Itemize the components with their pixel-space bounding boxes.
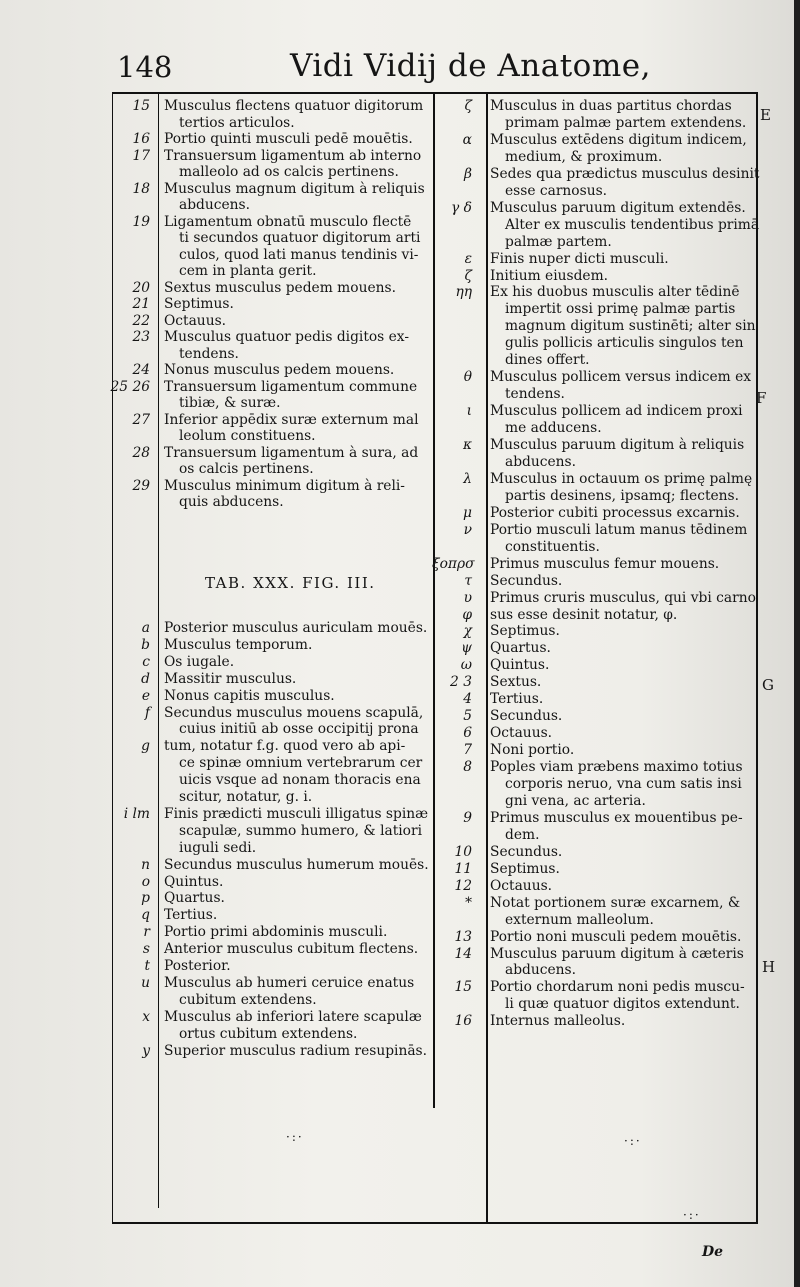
entry-text-line: quis abducens. [179, 494, 284, 510]
entry-text-line: os calcis pertinens. [179, 461, 314, 477]
entry-key: n [141, 856, 150, 873]
entry-key: 17 [132, 147, 150, 164]
entry-key: 14 [454, 945, 472, 962]
ornament-dots-left: ·:· [286, 1130, 304, 1144]
margin-mark-h: H [762, 958, 776, 976]
entry-key: υ [463, 589, 472, 606]
entry-text-line: Quartus. [490, 640, 551, 657]
entry-text-line: Musculus temporum. [164, 636, 313, 653]
entry-key: 28 [132, 444, 150, 461]
entry-text-line: Posterior. [164, 958, 231, 974]
entry-key: 6 [463, 725, 472, 742]
entry-key: t [144, 958, 150, 974]
entry-text-line: cubitum extendens. [179, 991, 317, 1008]
entry-text-line: Finis prædicti musculi illigatus spinæ [164, 805, 429, 822]
ornament-dots-bottom: ·:· [683, 1208, 701, 1222]
entry-key: i lm [123, 805, 150, 822]
entry-key: ξοπρσ [432, 555, 475, 572]
margin-mark-g: G [762, 676, 774, 694]
entry-text-line: Musculus flectens quatuor digitorum [164, 98, 424, 114]
entry-text-line: corporis neruo, vna cum satis insi [505, 776, 742, 792]
entry-key: χ [463, 623, 472, 640]
entry-key: ψ [461, 640, 472, 657]
entry-text-line: Musculus ab inferiori latere scapulæ [164, 1008, 422, 1025]
catchword: De [702, 1244, 724, 1260]
entry-text-line: abducens. [505, 453, 577, 470]
entry-text-line: Musculus pollicem versus indicem ex [490, 369, 752, 386]
frame-bottom-rule [112, 1222, 758, 1224]
entry-text-line: primam palmæ partem extendens. [505, 114, 747, 131]
entry-text-line: Quintus. [490, 657, 550, 674]
entry-text-line: ti secundos quatuor digitorum arti [179, 230, 421, 246]
entry-text-line: gulis pollicis articulis singulos ten [505, 335, 744, 352]
entry-text-line: Quartus. [164, 890, 225, 907]
entry-text-line: Os iugale. [164, 653, 235, 670]
entry-key: ω [460, 657, 472, 674]
entry-key: s [142, 941, 150, 958]
entry-key: q [141, 907, 150, 924]
entry-key: 16 [454, 1013, 472, 1030]
entry-text-line: Musculus in duas partitus chordas [490, 98, 732, 114]
entry-text-line: Finis nuper dicti musculi. [490, 250, 669, 267]
entry-key: x [142, 1008, 150, 1025]
entry-text-line: ortus cubitum extendens. [179, 1025, 358, 1042]
entry-key: 4 [463, 691, 472, 708]
entry-text-line: Primus musculus ex mouentibus pe- [490, 809, 743, 826]
margin-mark-e: E [760, 106, 771, 124]
entry-text-line: abducens. [179, 197, 251, 213]
entry-text-line: Sedes qua prædictus musculus desinit [490, 165, 760, 182]
entry-text-line: Quintus. [164, 873, 224, 890]
entry-text-line: Portio primi abdominis musculi. [164, 924, 388, 941]
frame-top-rule [112, 92, 758, 94]
entry-key: u [141, 974, 150, 991]
key-column-rule-left [158, 94, 159, 1208]
entry-key: b [141, 636, 150, 653]
entry-text-line: Secundus. [490, 708, 563, 725]
entry-text-line: dines offert. [505, 352, 590, 369]
entry-key: 2 3 [450, 674, 472, 691]
entry-key: d [141, 670, 150, 687]
entry-text-line: Septimus. [490, 860, 560, 877]
entry-text-line: Posterior cubiti processus excarnis. [490, 504, 740, 521]
entry-text-line: scitur, notatur, g. i. [179, 789, 313, 805]
entry-text-line: Portio musculi latum manus tēdinem [490, 521, 748, 538]
entry-text-line: Septimus. [490, 623, 560, 640]
table-heading: TAB. XXX. FIG. III. [205, 574, 376, 592]
entry-text-line: dem. [505, 826, 540, 843]
entry-key: 16 [132, 131, 150, 147]
entry-text-line: Octauus. [164, 312, 227, 329]
entry-text-line: Internus malleolus. [490, 1013, 626, 1030]
entry-text-line: magnum digitum sustinēti; alter sin [505, 318, 756, 335]
entry-key: ζ [464, 98, 472, 114]
entry-text-line: tertios articulos. [179, 114, 295, 131]
entry-key: 13 [454, 928, 472, 945]
entry-text-line: externum malleolum. [505, 911, 654, 928]
entry-key: 22 [132, 312, 150, 329]
entry-key: 9 [463, 809, 472, 826]
entry-text-line: constituentis. [505, 538, 600, 555]
entry-text-line: Anterior musculus cubitum flectens. [164, 941, 419, 958]
entry-key: p [141, 890, 150, 907]
entry-text-line: Primus cruris musculus, qui vbi carno [490, 589, 756, 606]
entry-text-line: tum, notatur f.g. quod vero ab api- [164, 738, 406, 755]
entry-key: τ [464, 572, 472, 589]
entry-key: a [141, 620, 150, 636]
frame-right-rule [756, 92, 758, 1224]
entry-text-line: Tertius. [164, 907, 218, 924]
page-edge-shadow [794, 0, 800, 1287]
entry-text-line: Sextus. [490, 674, 542, 691]
entry-text-line: Octauus. [490, 877, 553, 894]
entry-text-line: Secundus musculus mouens scapulā, [164, 704, 424, 721]
entry-key: 5 [463, 708, 472, 725]
entry-text-line: Massitir musculus. [164, 670, 297, 687]
entry-text-line: partis desinens, ipsamq; flectens. [505, 487, 740, 504]
entry-key: λ [463, 470, 472, 487]
entry-text-line: Musculus in octauum os primę palmę [490, 470, 753, 487]
entry-text-line: cem in planta gerit. [179, 263, 317, 279]
entry-key: o [141, 873, 150, 890]
entry-text-line: Primus musculus femur mouens. [490, 555, 720, 572]
entry-text-line: esse carnosus. [505, 182, 608, 199]
entry-key: 29 [132, 477, 150, 494]
entry-text-line: Secundus. [490, 843, 563, 860]
entry-key: f [144, 704, 150, 721]
entry-text-line: tendens. [505, 386, 565, 403]
entry-text-line: Transuersum ligamentum à sura, ad [164, 444, 419, 461]
entry-text-line: leolum constituens. [179, 428, 316, 444]
entry-key: 8 [463, 759, 472, 776]
entry-text-line: sus esse desinit notatur, φ. [490, 606, 678, 623]
entry-text-line: cuius initiū ab osse occipitij prona [179, 721, 419, 738]
entry-text-line: medium, & proximum. [505, 148, 663, 165]
entry-key: ηη [455, 284, 472, 301]
entry-text-line: Musculus quatuor pedis digitos ex- [164, 329, 410, 345]
entry-text-line: Musculus pollicem ad indicem proxi [490, 403, 743, 420]
entry-key: φ [462, 606, 472, 623]
entry-text-line: Inferior appēdix suræ externum mal [164, 411, 419, 428]
entry-key: μ [463, 504, 472, 521]
entry-key: ε [464, 250, 472, 267]
entry-key: * [465, 894, 472, 911]
entry-text-line: iuguli sedi. [179, 839, 257, 856]
entry-text-line: li quæ quatuor digitos extendunt. [505, 996, 740, 1013]
entry-text-line: Nonus capitis musculus. [164, 687, 335, 704]
entry-key: 12 [454, 877, 472, 894]
entry-key: 25 26 [110, 378, 150, 395]
entry-text-line: uicis vsque ad nonam thoracis ena [179, 772, 421, 789]
entry-text-line: Tertius. [490, 691, 544, 708]
entry-text-line: culos, quod lati manus tendinis vi- [179, 246, 419, 263]
entry-key: g [141, 738, 150, 755]
entry-text-line: Superior musculus radium resupinās. [164, 1042, 428, 1059]
entry-key: 21 [132, 296, 150, 312]
entry-key: 23 [132, 329, 150, 345]
entry-key: 15 [454, 979, 472, 996]
entry-text-line: Musculus ab humeri ceruice enatus [164, 974, 415, 991]
entry-key: ζ [464, 267, 472, 284]
entry-key: e [141, 687, 150, 704]
entry-key: 7 [463, 742, 472, 759]
entry-text-line: tibiæ, & suræ. [179, 395, 281, 411]
entry-text-line: Musculus minimum digitum à reli- [164, 477, 405, 494]
entry-text-line: Notat portionem suræ excarnem, & [490, 894, 741, 911]
entry-text-line: Portio quinti musculi pedē mouētis. [164, 131, 413, 147]
entry-key: θ [463, 369, 472, 386]
entry-key: γ δ [451, 199, 472, 216]
entry-key: 11 [454, 860, 472, 877]
entry-text-line: Portio chordarum noni pedis muscu- [490, 979, 745, 996]
entry-text-line: Sextus musculus pedem mouens. [164, 279, 396, 296]
entry-text-line: Ex his duobus musculis alter tēdinē [490, 284, 740, 301]
entry-key: c [142, 653, 150, 670]
entry-key: 10 [454, 843, 472, 860]
entry-text-line: Nonus musculus pedem mouens. [164, 362, 395, 378]
entry-key: r [143, 924, 150, 941]
entry-text-line: Portio noni musculi pedem mouētis. [490, 928, 742, 945]
entry-key: κ [462, 437, 472, 453]
entry-text-line: Septimus. [164, 296, 234, 312]
running-title: Vidi Vidij de Anatome, [290, 48, 651, 84]
entry-text-line: Noni portio. [490, 742, 575, 759]
entry-text-line: Secundus. [490, 572, 563, 589]
entry-key: 15 [132, 98, 150, 114]
entry-text-line: Musculus extēdens digitum indicem, [490, 131, 747, 148]
entry-key: α [462, 131, 472, 148]
margin-mark-f: F [756, 389, 767, 407]
entry-text-line: palmæ partem. [505, 233, 612, 250]
entry-text-line: ce spinæ omnium vertebrarum cer [179, 755, 423, 772]
entry-text-line: Ligamentum obnatū musculo flectē [164, 213, 412, 230]
entry-text-line: Poples viam præbens maximo totius [490, 759, 743, 776]
entry-text-line: Posterior musculus auriculam mouēs. [164, 620, 428, 636]
entry-key: 27 [132, 411, 150, 428]
page-number: 148 [117, 50, 173, 84]
entry-text-line: tendens. [179, 345, 239, 362]
entry-text-line: Transuersum ligamentum commune [164, 378, 418, 395]
ornament-dots-right: ·:· [624, 1134, 642, 1148]
entry-text-line: abducens. [505, 962, 577, 979]
entry-text-line: scapulæ, summo humero, & latiori [179, 822, 422, 839]
entry-text-line: Musculus paruum digitum à cæteris [490, 945, 744, 962]
entry-text-line: Musculus paruum digitum extendēs. [490, 199, 746, 216]
entry-key: y [142, 1042, 150, 1059]
entry-text-line: Musculus paruum digitum à reliquis [490, 437, 745, 453]
entry-key: 24 [132, 362, 150, 378]
entry-text-line: me adducens. [505, 420, 602, 437]
entry-key: ν [463, 521, 472, 538]
entry-text-line: malleolo ad os calcis pertinens. [179, 164, 399, 180]
entry-key: 20 [132, 279, 150, 296]
entry-key: ι [466, 403, 472, 420]
entry-text-line: Alter ex musculis tendentibus primā [505, 216, 760, 233]
entry-text-line: Octauus. [490, 725, 553, 742]
center-column-rule-b [486, 94, 488, 1222]
entry-text-line: Transuersum ligamentum ab interno [164, 147, 422, 164]
entry-text-line: Musculus magnum digitum à reliquis [164, 180, 425, 197]
entry-key: 18 [132, 180, 150, 197]
entry-key: β [464, 165, 472, 182]
entry-text-line: Secundus musculus humerum mouēs. [164, 856, 429, 873]
entry-text-line: Initium eiusdem. [490, 267, 609, 284]
entry-text-line: gni vena, ac arteria. [505, 792, 646, 809]
entry-key: 19 [132, 213, 150, 230]
entry-text-line: impertit ossi primę palmæ partis [505, 301, 736, 318]
